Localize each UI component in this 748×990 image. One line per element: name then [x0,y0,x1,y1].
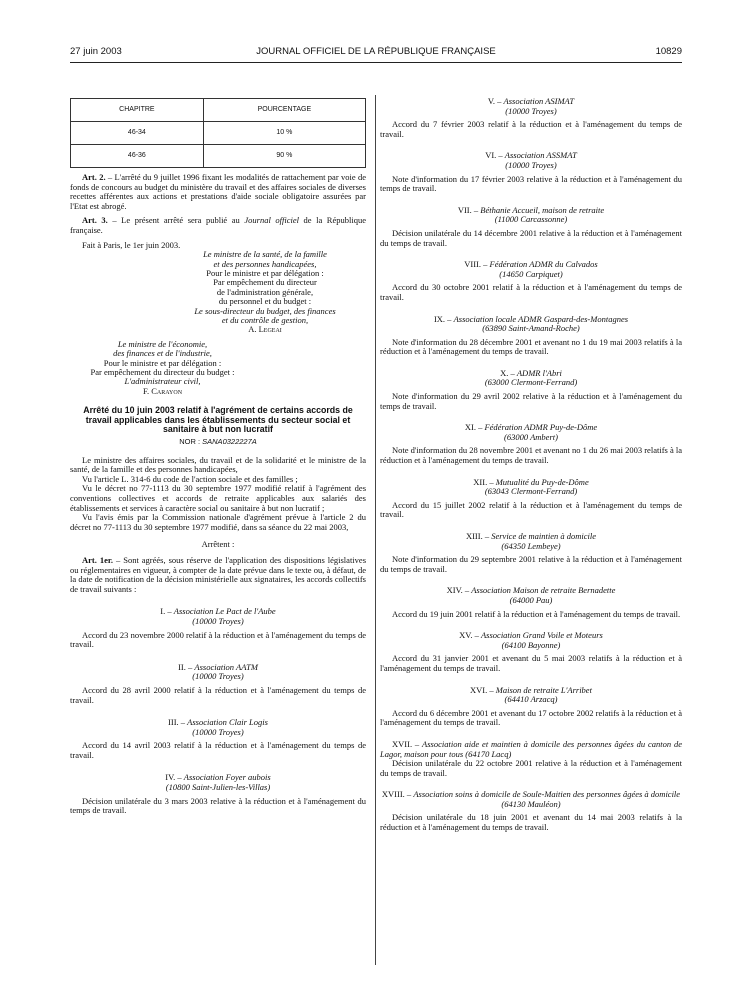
table-row [71,122,366,145]
article-3-label: Art. 3. [82,215,108,226]
section-text: Accord du 31 janvier 2001 et avenant du 5 mai 2003 relatifs à la réduction et à l'aménagement du temps de travail. [380,653,682,673]
signature-line: du personnel et du budget : [218,296,312,307]
table-row [71,145,366,168]
article-1 [70,556,366,594]
nor-code: SANA0322227A [202,437,257,447]
section-text: Note d'information du 29 avril 2002 relative à la réduction et à l'aménagement du temps de travail. [380,391,682,411]
section-heading: XII. – Mutualité du Puy-de-Dôme (63043 Clermont-Ferrand) [473,476,589,497]
intro-paragraph: Vu l'article L. 314-6 du code de l'action sociale et des familles ; [82,473,298,484]
section-heading: XVII. – Association aide et maintien à domicile des personnes âgées du canton de Lagor, maison pour tous (64170 Lacq) [380,738,682,759]
section-text: Accord du 14 avril 2003 relatif à la réduction et à l'aménagement du temps de travail. [70,740,366,760]
arretent: Arrêtent : [201,539,235,550]
signature-line: L'administrateur civil, [124,376,201,387]
signature-block-sante [160,250,370,335]
table-header-row [71,99,366,122]
intro-paragraph: Vu l'avis émis par la Commission nationale d'agrément prévue à l'article 2 du décret no 77-1113 du 30 septembre 1977 modifié, dans sa séance du 22 mai 2003, [70,512,366,532]
fait-a-paris: Fait à Paris, le 1er juin 2003. [82,239,181,250]
article-2-label: Art. 2. [82,172,106,182]
table-cell: 90 % [203,145,365,168]
section-heading: XVIII. – Association soins à domicile de Soule-Maitien des personnes âgées à domicile (64130 Mauléon) [381,789,681,809]
article-2-text: – L'arrêté du 9 juillet 1996 fixant les modalités de rattachement par voie de fonds de concours au budget du ministère du travail et des affaires sociales de diverses recettes afférentes aux actions et prestations d'aide sociale obligatoire assurées par l'Etat est abrogé. [70,172,366,211]
left-column [70,98,366,816]
table-header-cell: POURCENTAGE [203,99,365,122]
section-text: Décision unilatérale du 18 juin 2001 et avenant du 14 mai 2003 relatifs à la réduction et à l'aménagement du temps de travail. [380,812,682,833]
section-text: Accord du 30 octobre 2001 relatif à la réduction et à l'aménagement du temps de travail. [380,282,682,302]
section-heading: X. – ADMR l'Abri (63000 Clermont-Ferrand) [484,367,578,388]
article-3 [70,216,366,235]
section-heading: V. – Association ASIMAT (10000 Troyes) [487,96,575,116]
page-number: 10829 [655,46,682,57]
article-3-journal: Journal officiel [244,215,299,226]
signature-line: et du contrôle de gestion, [221,315,309,325]
article-1-label: Art. 1er. [82,554,113,565]
section-heading: XV. – Association Grand Voile et Moteurs (64100 Bayonne) [459,630,603,650]
section-heading: XI. – Fédération ADMR Puy-de-Dôme (63000 Ambert) [464,422,598,442]
header-date: 27 juin 2003 [70,46,122,57]
section-heading: XIV. – Association Maison de retraite Bernadette (64000 Pau) [446,585,616,605]
section-heading: VII. – Béthanie Accueil, maison de retraite (11000 Carcassonne) [457,204,605,225]
table-cell: 10 % [203,122,365,145]
section-text: Accord du 19 juin 2001 relatif à la réduction et à l'aménagement du temps de travail. [392,608,681,619]
article-3-text: – Le présent arrêté sera publié au [107,215,245,226]
signature-line: et des personnes handicapées, [213,258,317,269]
section-text: Note d'information du 28 novembre 2001 et avenant no 1 du 26 mai 2003 relatifs à la réduction et à l'aménagement du temps de travail. [380,445,682,466]
signature-line: Pour le ministre et par délégation : [103,357,222,368]
journal-title: JOURNAL OFFICIEL DE LA RÉPUBLIQUE FRANÇAISE [256,46,496,57]
article-1-text: – Sont agréés, sous réserve de l'application des dispositions législatives ou réglementaires en vigueur, à compter de la date prévue dans le texte ou, à défaut, de la date de notification de la décision ministérielle aux signataires, les accords collectifs de travail suivants : [70,554,366,594]
percentage-table [70,98,366,168]
section-text: Décision unilatérale du 3 mars 2003 relative à la réduction et à l'aménagement du temps de travail. [70,795,366,816]
section-text: Note d'information du 17 février 2003 relative à la réduction et à l'aménagement du temps de travail. [380,173,682,194]
column-divider [375,95,376,965]
section-text: Accord du 6 décembre 2001 et avenant du 17 octobre 2002 relatifs à la réduction et à l'aménagement du temps de travail. [380,707,682,728]
section-text: Accord du 15 juillet 2002 relatif à la réduction et à l'aménagement du temps de travail. [380,499,682,520]
signature-line: des finances et de l'industrie, [113,348,212,359]
section-heading: VIII. – Fédération ADMR du Calvados (14650 Carpiquet) [464,259,598,279]
section-heading: XVI. – Maison de retraite L'Arribet (64410 Arzacq) [470,684,592,705]
section-text: Décision unilatérale du 22 octobre 2001 relative à la réduction et à l'aménagement du temps de travail. [380,758,682,778]
signatory-name: F. Carayon [142,385,183,396]
section-text: Note d'information du 28 décembre 2001 et avenant no 1 du 19 mai 2003 relatifs à la réduction et à l'aménagement du temps de travail. [380,336,682,357]
table-cell: 46-34 [71,122,204,145]
section-text: Accord du 28 avril 2000 relatif à la réduction et à l'aménagement du temps de travail. [70,684,366,705]
article-2 [70,173,366,211]
intro-paragraph: Le ministre des affaires sociales, du travail et de la solidarité et le ministre de la santé, de la famille et des personnes handicapées, [70,454,366,475]
signatory-name: A. Legeai [248,324,282,335]
signature-line: Le ministre de la santé, de la famille [203,249,327,260]
nor-label: NOR : [179,437,203,447]
section-heading: IV. – Association Foyer aubois (10800 Saint-Julien-les-Villas) [165,772,271,793]
signature-line: Le ministre de l'économie, [117,338,208,349]
signature-line: Pour le ministre et par délégation : [206,267,324,278]
signature-line: Par empêchement du directeur [213,277,317,288]
page-header [70,46,682,60]
section-heading: IX. – Association locale ADMR Gaspard-des-Montagnes (63890 Saint-Amand-Roche) [433,313,629,334]
arrete-title: Arrêté du 10 juin 2003 relatif à l'agrément de certains accords de travail applicables dans les établissements du secteur social et sanitaire à but non lucratif [83,405,353,435]
section-text: Accord du 23 novembre 2000 relatif à la réduction et à l'aménagement du temps de travail. [70,629,366,650]
right-column [380,97,682,833]
section-heading: III. – Association Clair Logis (10000 Troyes) [168,717,268,737]
signature-line: Le sous-directeur du budget, des finances [194,305,336,316]
header-rule [70,62,682,63]
section-text: Accord du 7 février 2003 relatif à la réduction et à l'aménagement du temps de travail. [380,119,682,139]
signature-block-economie [70,340,255,396]
signature-line: de l'administration générale, [216,286,314,297]
section-heading: XIII. – Service de maintien à domicile (64350 Lembeye) [465,531,597,551]
section-heading: I. – Association Le Pact de l'Aube (10000 Troyes) [160,606,276,626]
article-3-text-end: de la République française. [70,215,366,235]
table-header-cell: CHAPITRE [71,99,204,122]
intro-paragraph: Vu le décret no 77-1113 du 30 septembre 1977 modifié relatif à l'agrément des conventions collectives et accords de retraite applicables aux salariés des établissements et services à caractère social ou sanitaire à but non lucratif ; [70,483,366,513]
signature-line: Par empêchement du directeur du budget : [90,367,235,378]
section-heading: VI. – Association ASSMAT (10000 Troyes) [485,150,577,170]
section-text: Note d'information du 29 septembre 2001 relative à la réduction et à l'aménagement du temps de travail. [380,554,682,574]
nor-reference [70,437,366,447]
table-cell: 46-36 [71,145,204,168]
section-text: Décision unilatérale du 14 décembre 2001 relative à la réduction et à l'aménagement du temps de travail. [380,227,682,248]
section-heading: II. – Association AATM (10000 Troyes) [178,661,258,682]
